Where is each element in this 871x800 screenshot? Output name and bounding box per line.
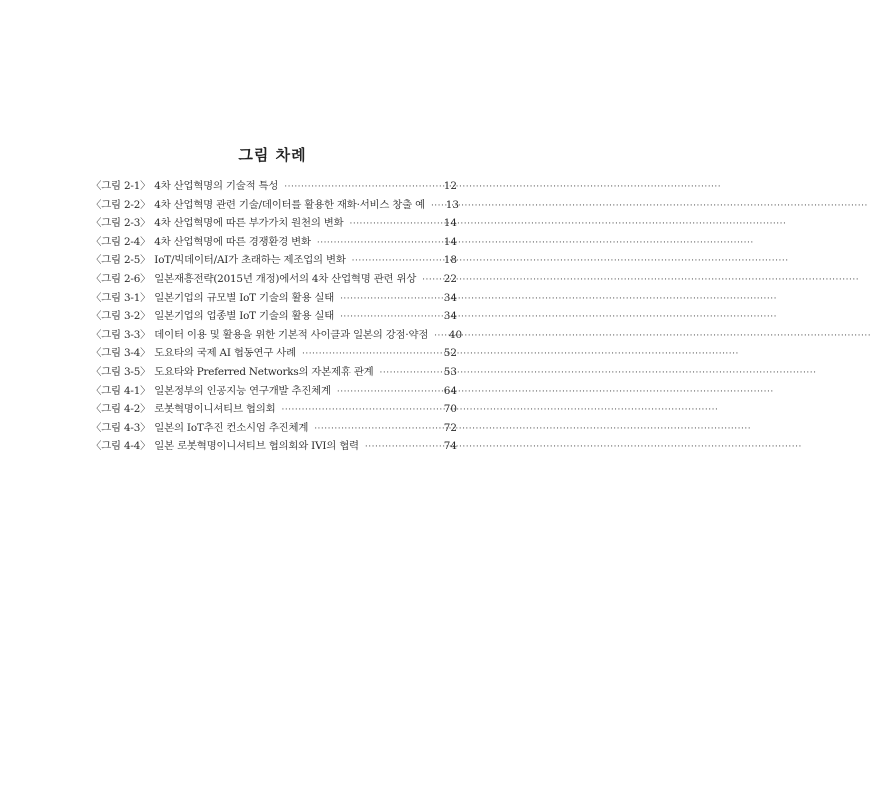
figure-title: 4차 산업혁명 관련 기술/데이터를 활용한 재화·서비스 창출 예 <box>154 198 425 211</box>
page-number: 13 <box>445 198 459 211</box>
page-number: 34 <box>443 310 457 323</box>
dot-leader <box>317 234 437 253</box>
figure-label: 〈그림 3-3〉 <box>91 328 151 341</box>
figure-label: 〈그림 4-1〉 <box>91 384 151 397</box>
figure-label: 〈그림 3-2〉 <box>91 310 151 323</box>
toc-entry[interactable] <box>91 307 457 326</box>
toc-entry[interactable] <box>91 177 457 196</box>
figure-label: 〈그림 2-4〉 <box>91 235 151 248</box>
figure-title: IoT/빅데이터/AI가 초래하는 제조업의 변화 <box>154 254 346 267</box>
dot-leader <box>340 290 437 309</box>
page-number: 52 <box>443 347 457 360</box>
toc-entry[interactable] <box>91 196 457 215</box>
toc-entry[interactable] <box>91 214 457 233</box>
figure-title: 4차 산업혁명의 기술적 특성 <box>154 180 279 192</box>
page-number: 74 <box>443 440 457 453</box>
figure-title: 도요타와 Preferred Networks의 자본제휴 관계 <box>154 365 374 378</box>
page-number: 34 <box>443 291 457 304</box>
figure-list <box>91 177 463 456</box>
page-number: 72 <box>443 421 457 434</box>
dot-leader <box>302 345 437 364</box>
toc-entry[interactable] <box>91 233 457 252</box>
page-number: 22 <box>443 272 457 285</box>
figure-label: 〈그림 3-5〉 <box>91 365 151 378</box>
toc-entry[interactable] <box>91 363 457 382</box>
figure-label: 〈그림 2-3〉 <box>91 217 151 230</box>
figure-label: 〈그림 2-2〉 <box>91 198 151 211</box>
page-number: 14 <box>443 235 457 248</box>
toc-entry[interactable] <box>91 419 457 438</box>
toc-entry[interactable] <box>91 437 457 456</box>
toc-entry[interactable] <box>91 270 457 289</box>
figure-title: 일본 로봇혁명이니셔티브 협의회와 IVI의 협력 <box>154 440 359 453</box>
dot-leader <box>431 197 439 216</box>
figure-label: 〈그림 4-4〉 <box>91 440 151 453</box>
dot-leader <box>380 364 437 383</box>
page-number: 53 <box>443 365 457 378</box>
dot-leader <box>284 178 437 197</box>
figure-title: 로봇혁명이니셔티브 협의회 <box>154 403 276 416</box>
figure-title: 데이터 이용 및 활용을 위한 기본적 사이클과 일본의 강점·약점 <box>154 328 429 341</box>
page-number: 14 <box>443 217 457 230</box>
dot-leader <box>352 252 437 271</box>
figure-title: 일본의 IoT추진 컨소시엄 추진체계 <box>154 421 309 434</box>
figure-title: 일본기업의 업종별 IoT 기술의 활용 실태 <box>154 310 335 323</box>
figure-title: 4차 산업혁명에 따른 경쟁환경 변화 <box>154 235 311 248</box>
toc-entry[interactable] <box>91 289 457 308</box>
dot-leader <box>281 401 437 420</box>
dot-leader <box>365 438 437 457</box>
figure-label: 〈그림 4-3〉 <box>91 421 151 434</box>
page-title: 그림 차례 <box>238 146 307 165</box>
figure-title: 일본기업의 규모별 IoT 기술의 활용 실태 <box>154 291 335 304</box>
dot-leader <box>422 271 437 290</box>
toc-entry[interactable] <box>91 326 463 345</box>
page-number: 40 <box>448 328 463 341</box>
toc-entry[interactable] <box>91 400 457 419</box>
toc-entry[interactable] <box>91 382 457 401</box>
figure-label: 〈그림 2-5〉 <box>91 254 151 267</box>
dot-leader <box>314 420 437 439</box>
figure-label: 〈그림 2-6〉 <box>91 272 151 285</box>
toc-entry[interactable] <box>91 251 457 270</box>
figure-title: 일본정부의 인공지능 연구개발 추진체계 <box>154 384 331 397</box>
figure-label: 〈그림 2-1〉 <box>91 180 151 192</box>
dot-leader <box>337 383 437 402</box>
page-number: 18 <box>443 254 457 267</box>
figure-title: 4차 산업혁명에 따른 부가가치 원천의 변화 <box>154 217 344 230</box>
page-number: 64 <box>443 384 457 397</box>
figure-title: 도요타의 국제 AI 협동연구 사례 <box>154 347 296 360</box>
figure-title: 일본재흥전략(2015년 개정)에서의 4차 산업혁명 관련 위상 <box>154 272 417 285</box>
figure-label: 〈그림 3-4〉 <box>91 347 151 360</box>
figure-label: 〈그림 3-1〉 <box>91 291 151 304</box>
dot-leader <box>349 215 437 234</box>
dot-leader <box>340 308 437 327</box>
toc-entry[interactable] <box>91 344 457 363</box>
dot-leader <box>434 327 442 346</box>
page-number: 70 <box>443 403 457 416</box>
page-number: 12 <box>443 180 457 192</box>
figure-label: 〈그림 4-2〉 <box>91 403 151 416</box>
